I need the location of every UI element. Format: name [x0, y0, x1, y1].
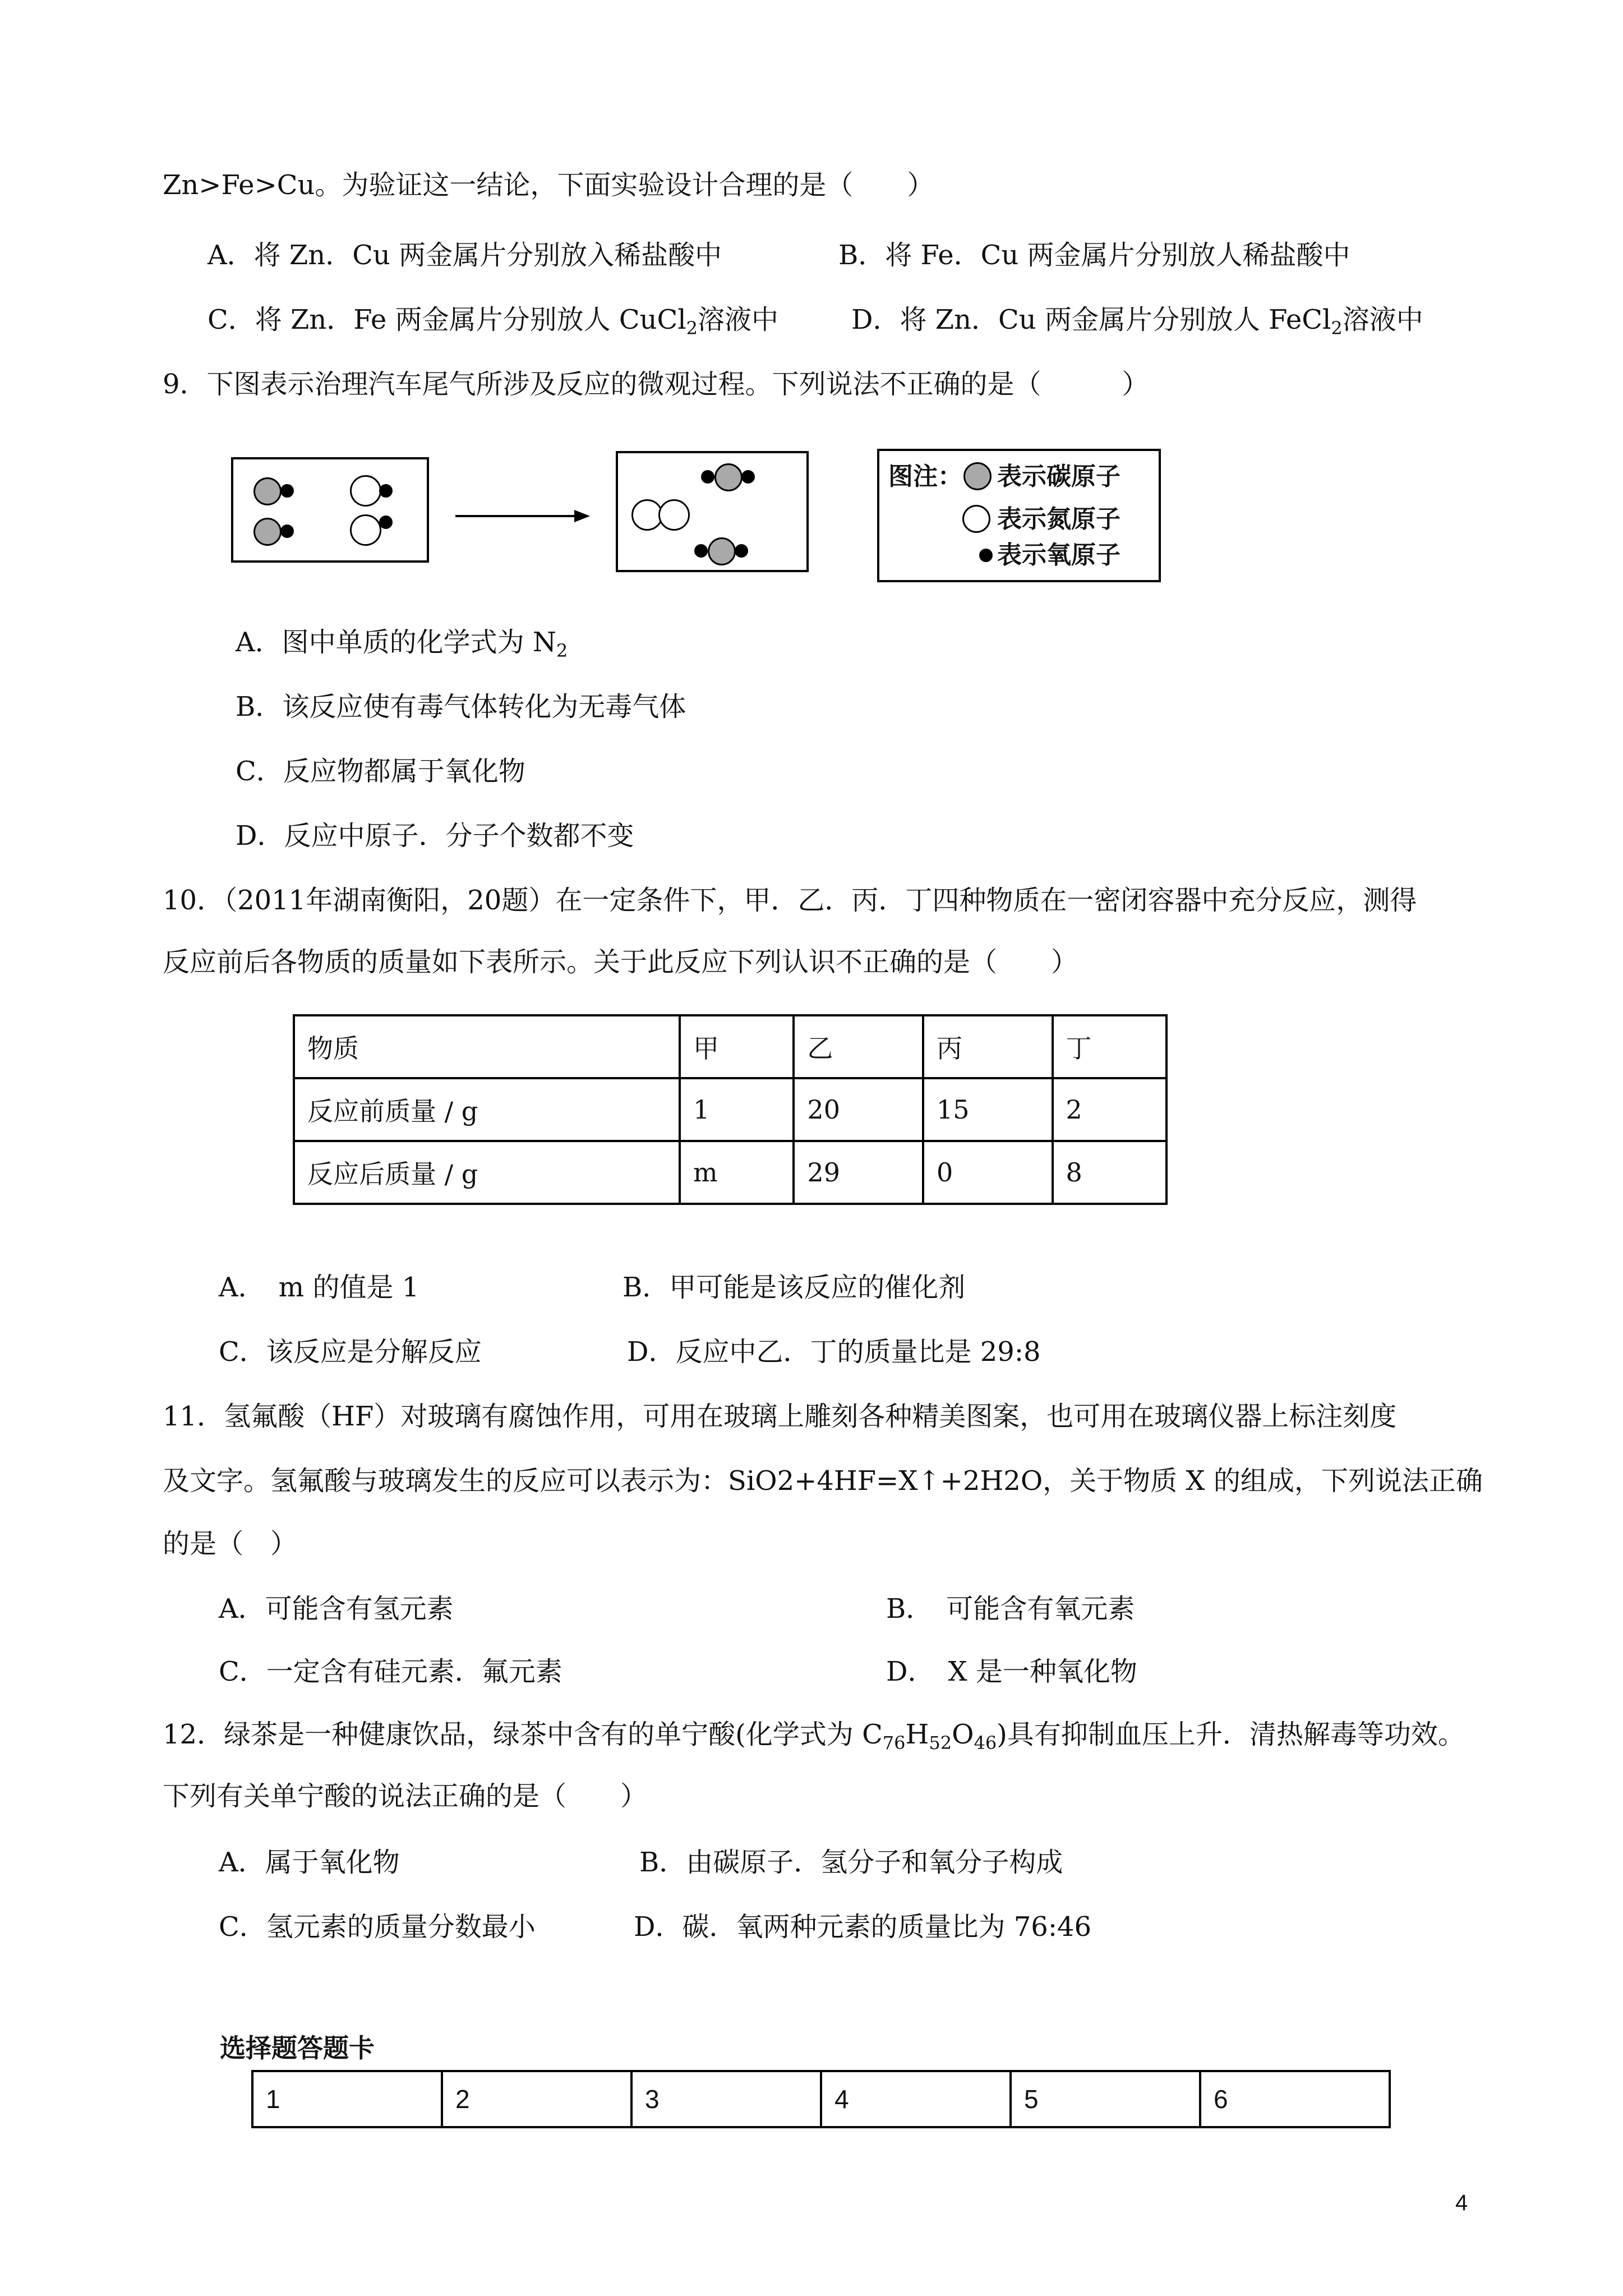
oxygen-atom-icon	[979, 549, 993, 562]
legend-oxygen: 表示氧原子	[997, 541, 1121, 569]
q8-option-b: B．将 Fe．Cu 两金属片分别放人稀盐酸中	[838, 240, 1350, 271]
table-cell: 20	[794, 1078, 923, 1141]
nitrogen-atom-icon	[962, 505, 990, 533]
q11-option-b: B． 可能含有氧元素	[886, 1593, 1135, 1625]
q12-option-c: C．氢元素的质量分数最小	[219, 1911, 536, 1943]
answer-cell[interactable]: 6	[1200, 2071, 1390, 2127]
legend-box	[877, 449, 1161, 582]
table-cell: 反应后质量 / g	[294, 1141, 680, 1204]
table-header-row	[294, 1015, 1166, 1078]
table-header-cell: 物质	[294, 1015, 680, 1078]
q11-option-d: D． X 是一种氧化物	[886, 1656, 1137, 1687]
q10-option-b: B．甲可能是该反应的催化剂	[623, 1272, 966, 1303]
q11-stem-line3: 的是（ ）	[163, 1528, 298, 1559]
reactants-box	[231, 457, 429, 563]
table-row	[294, 1078, 1166, 1141]
q10-option-d: D．反应中乙．丁的质量比是 29:8	[627, 1336, 1041, 1368]
legend-nitrogen: 表示氮原子	[997, 505, 1121, 533]
table-cell: 1	[680, 1078, 794, 1141]
q12-stem-line2: 下列有关单宁酸的说法正确的是（ ）	[163, 1780, 648, 1812]
answer-card-row	[252, 2071, 1390, 2127]
answer-cell[interactable]: 5	[1011, 2071, 1200, 2127]
q11-option-a: A．可能含有氢元素	[219, 1593, 454, 1625]
q10-stem-line2: 反应前后各物质的质量如下表所示。关于此反应下列认识不正确的是（ ）	[163, 946, 1078, 978]
q11-stem-line1: 11．氢氟酸（HF）对玻璃有腐蚀作用，可用在玻璃上雕刻各种精美图案，也可用在玻璃仪器上标注刻度	[163, 1401, 1397, 1432]
products-box	[616, 451, 809, 572]
legend-carbon: 表示碳原子	[997, 462, 1121, 491]
legend-title: 图注：	[888, 462, 962, 491]
table-cell: 8	[1053, 1141, 1166, 1204]
reaction-arrow-icon	[455, 508, 590, 524]
q9-option-d: D．反应中原子．分子个数都不变	[236, 820, 634, 852]
table-header-cell: 丁	[1053, 1015, 1166, 1078]
q8-stem: Zn>Fe>Cu。为验证这一结论，下面实验设计合理的是（ ）	[163, 169, 934, 201]
answer-cell[interactable]: 4	[821, 2071, 1011, 2127]
q12-stem-line1: 12．绿茶是一种健康饮品，绿茶中含有的单宁酸(化学式为 $C_{76}H_{52}O_{46}$)具有抑制血压上升．清热解毒等功效。	[163, 1719, 1465, 1754]
q9-option-c: C．反应物都属于氧化物	[236, 756, 525, 787]
page-number: 4	[1455, 2191, 1468, 2215]
table-header-cell: 丙	[923, 1015, 1053, 1078]
table-cell: 2	[1053, 1078, 1166, 1141]
q11-stem-line2: 及文字。氢氟酸与玻璃发生的反应可以表示为：SiO2+4HF=X↑+2H2O，关于物质 X 的组成，下列说法正确	[163, 1465, 1483, 1497]
answer-cell[interactable]: 1	[252, 2071, 442, 2127]
q12-option-a: A．属于氧化物	[219, 1847, 400, 1878]
table-cell: 29	[794, 1141, 923, 1204]
q8-option-a: A．将 Zn．Cu 两金属片分别放入稀盐酸中	[208, 240, 722, 271]
mass-table	[293, 1014, 1168, 1205]
q9-stem: 9．下图表示治理汽车尾气所涉及反应的微观过程。下列说法不正确的是（ ）	[163, 369, 1149, 400]
answer-card-title: 选择题答题卡	[220, 2033, 375, 2063]
answer-card-table	[251, 2070, 1391, 2128]
answer-cell[interactable]: 2	[442, 2071, 631, 2127]
table-row	[294, 1141, 1166, 1204]
q12-option-d: D．碳．氧两种元素的质量比为 76:46	[634, 1911, 1092, 1943]
q10-option-a: A． m 的值是 1	[219, 1272, 419, 1303]
q11-option-c: C．一定含有硅元素．氟元素	[219, 1656, 562, 1687]
carbon-atom-icon	[963, 462, 992, 490]
table-cell: 15	[923, 1078, 1053, 1141]
table-cell: m	[680, 1141, 794, 1204]
q8-option-c: C．将 Zn．Fe 两金属片分别放人 CuCl$_2$溶液中	[208, 304, 778, 339]
q10-stem-line1: 10．（2011年湖南衡阳，20题）在一定条件下，甲．乙．丙．丁四种物质在一密闭容器中充分反应，测得	[163, 885, 1417, 916]
table-cell: 反应前质量 / g	[294, 1078, 680, 1141]
q8-option-d: D．将 Zn．Cu 两金属片分别放人 FeCl$_2$溶液中	[851, 304, 1423, 339]
table-header-cell: 甲	[680, 1015, 794, 1078]
table-cell: 0	[923, 1141, 1053, 1204]
table-header-cell: 乙	[794, 1015, 923, 1078]
q12-option-b: B．由碳原子．氢分子和氧分子构成	[639, 1847, 1063, 1878]
answer-cell[interactable]: 3	[631, 2071, 821, 2127]
q9-option-b: B．该反应使有毒气体转化为无毒气体	[236, 691, 686, 723]
q10-option-c: C．该反应是分解反应	[219, 1336, 482, 1368]
q9-option-a: A．图中单质的化学式为 $N_2$	[236, 627, 568, 661]
